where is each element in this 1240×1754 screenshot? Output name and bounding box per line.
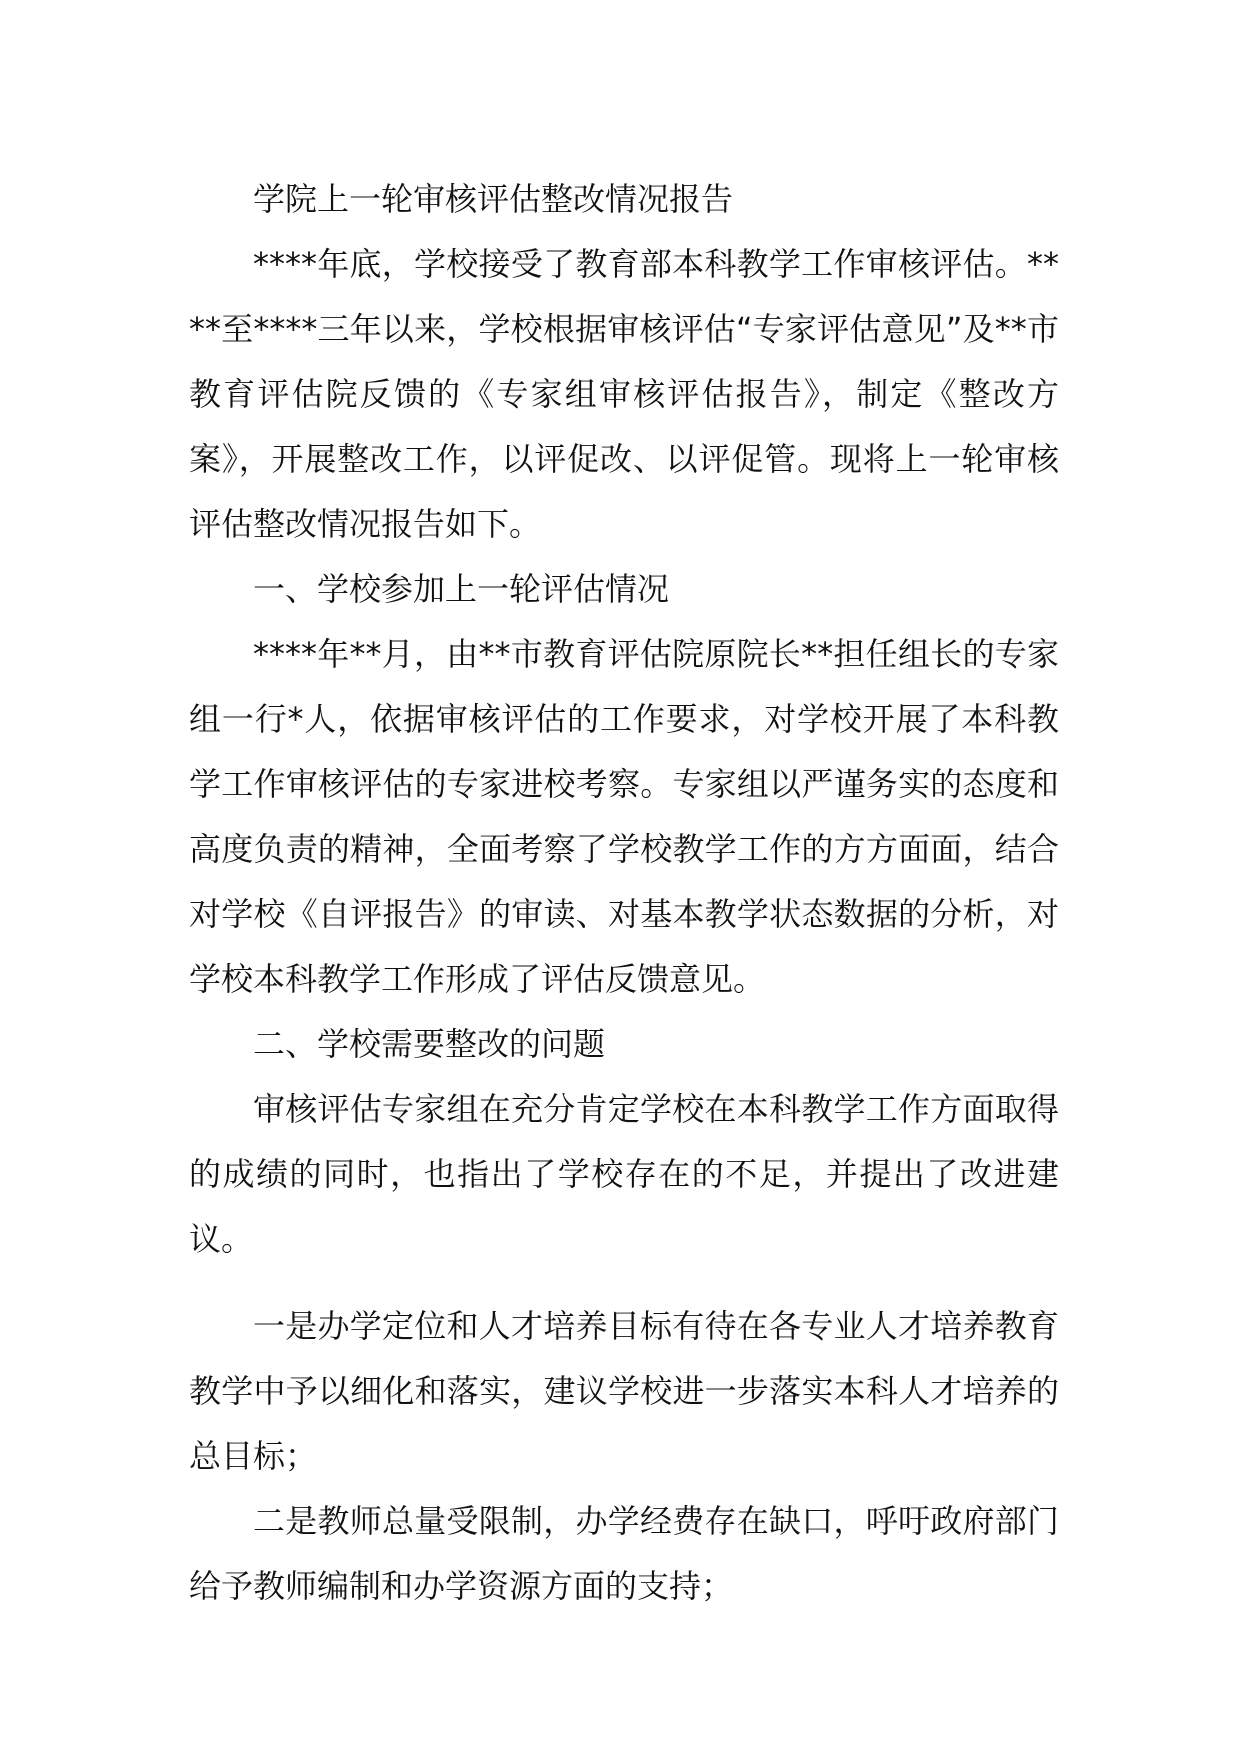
section-heading-1: 一、学校参加上一轮评估情况 [253,570,670,608]
paragraph-evaluation: ****年**月，由**市教育评估院原院长**担任组长的专家组一行*人，依据审核评估的工作要求，对学校开展了本科教学工作审核评估的专家进校考察。专家组以严谨务实的态度和高度负责的精神，全面考察了学校教学工作的方方面面，结合对学校《自评报告》的审读、对基本教学状态数据的分析，对学校本科教学工作形成了评估反馈意见。 [189,635,1059,998]
document-body [189,167,1059,1619]
paragraph-issues-intro: 审核评估专家组在充分肯定学校在本科教学工作方面取得的成绩的同时，也指出了学校存在的不足，并提出了改进建议。 [189,1090,1059,1258]
paragraph-intro: ****年底，学校接受了教育部本科教学工作审核评估。****至****三年以来，学校根据审核评估“专家评估意见”及**市教育评估院反馈的《专家组审核评估报告》，制定《整改方案》，开展整改工作，以评促改、以评促管。现将上一轮审核评估整改情况报告如下。 [189,245,1059,543]
document-title: 学院上一轮审核评估整改情况报告 [253,180,734,218]
section-heading-2: 二、学校需要整改的问题 [253,1025,606,1063]
list-item-issue-2: 二是教师总量受限制，办学经费存在缺口，呼吁政府部门给予教师编制和办学资源方面的支持； [189,1502,1059,1605]
list-item-issue-1: 一是办学定位和人才培养目标有待在各专业人才培养教育教学中予以细化和落实，建议学校进一步落实本科人才培养的总目标； [189,1307,1059,1475]
